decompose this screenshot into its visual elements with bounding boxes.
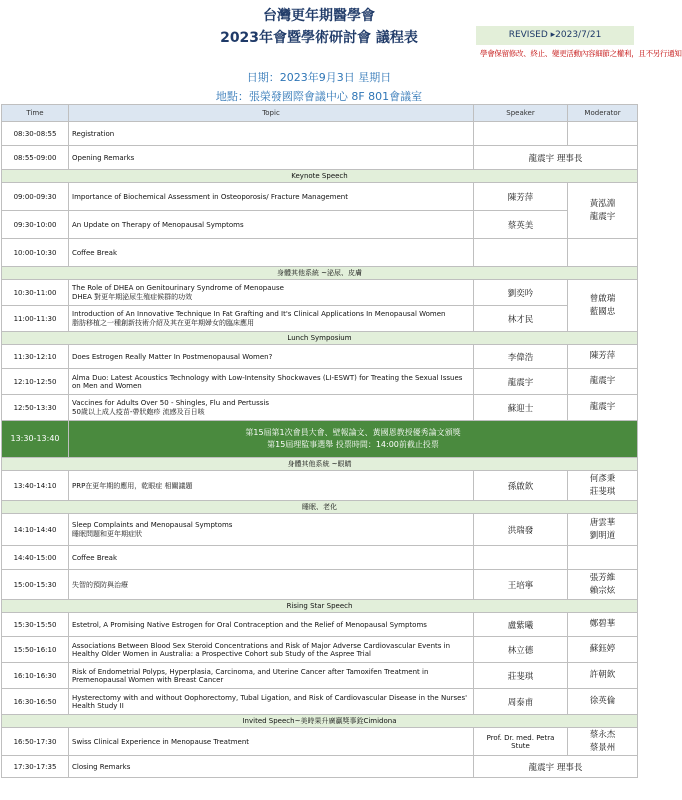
row-moderator: 鄭碧華 [568, 613, 638, 637]
table-row [2, 728, 638, 756]
event-date: 日期：2023年9月3日 星期日 [246, 71, 392, 84]
row-speaker: 周泰甫 [474, 689, 568, 715]
row-topic: Swiss Clinical Experience in Menopause Treatment [69, 728, 474, 756]
section-keynote: Keynote Speech [2, 170, 638, 183]
row-time: 12:50-13:30 [2, 395, 69, 421]
row-time: 14:10-14:40 [2, 514, 69, 546]
section-lunch: Lunch Symposium [2, 332, 638, 345]
section-row [2, 501, 638, 514]
row-speaker: Prof. Dr. med. Petra Stute [474, 728, 568, 756]
row-time: 11:30-12:10 [2, 345, 69, 369]
row-topic: Does Estrogen Really Matter In Postmenopausal Women? [69, 345, 474, 369]
table-row [2, 637, 638, 663]
row-speaker: 蔡英美 [474, 211, 568, 239]
event-title: 2023年會暨學術研討會 議程表 [220, 30, 418, 46]
row-speaker: 蘇迎士 [474, 395, 568, 421]
row-topic: 失智的預防與治療 [69, 570, 474, 600]
row-speaker: 盧紫曦 [474, 613, 568, 637]
row-speaker: 林立德 [474, 637, 568, 663]
row-moderator: 許朝欽 [568, 663, 638, 689]
row-time: 17:30-17:35 [2, 756, 69, 778]
row-topic: Closing Remarks [69, 756, 474, 778]
row-moderator: 張芳維 賴宗炫 [568, 570, 638, 600]
row-time: 08:55-09:00 [2, 146, 69, 170]
section-row [2, 458, 638, 471]
row-moderator: 蘇鈺婷 [568, 637, 638, 663]
row-topic: PRP在更年期的應用，乾眼症 相關議題 [69, 471, 474, 501]
section-body1: 身體其他系統 ~泌尿、皮膚 [2, 267, 638, 280]
assembly-text: 第15屆第1次會員大會、壁報論文、黃國恩教授優秀論文頒獎 第15屆理監事選舉 投票時間：14:00前截止投票 [69, 421, 638, 458]
row-speaker: 龍震宇 [474, 369, 568, 395]
row-topic: The Role of DHEA on Genitourinary Syndrome of Menopause DHEA 對更年期泌尿生殖症候群的功效 [69, 280, 474, 306]
row-topic: Sleep Complaints and Menopausal Symptoms 睡眠問題和更年期症狀 [69, 514, 474, 546]
row-moderator: 陳芳萍 [568, 345, 638, 369]
row-moderator: 徐英倫 [568, 689, 638, 715]
row-moderator: 何彥秉 莊斐琪 [568, 471, 638, 501]
table-row [2, 570, 638, 600]
row-time: 10:00-10:30 [2, 239, 69, 267]
row-time: 08:30-08:55 [2, 122, 69, 146]
row-moderator: 龍震宇 [568, 369, 638, 395]
table-row [2, 395, 638, 421]
row-speaker: 龍震宇 理事長 [474, 756, 638, 778]
row-topic: Hysterectomy with and without Oophorectomy, Tubal Ligation, and Risk of Cardiovascular Disease in the Nurses' Health Study II [69, 689, 474, 715]
assembly-row [2, 421, 638, 458]
row-topic: Associations Between Blood Sex Steroid Concentrations and Risk of Major Adverse Cardiovascular Events in Healthy Older Women in Australia: a Prospective Cohort sub Study of the Aspree Trial [69, 637, 474, 663]
row-speaker: 龍震宇 理事長 [474, 146, 638, 170]
row-speaker: 洪瑞發 [474, 514, 568, 546]
table-row [2, 306, 638, 332]
table-row [2, 514, 638, 546]
table-row [2, 613, 638, 637]
row-topic: Introduction of An Innovative Technique In Fat Grafting and It's Clinical Applications In Menopausal Women 脂肪移植之一種創新技術介紹及其在更年期婦女的臨床應用 [69, 306, 474, 332]
row-topic: Estetrol, A Promising Native Estrogen for Oral Contraception and the Relief of Menopausal Symptoms [69, 613, 474, 637]
row-moderator: 唐雲華 劉明道 [568, 514, 638, 546]
row-time: 09:00-09:30 [2, 183, 69, 211]
revised-badge: REVISED ▸2023/7/21 [476, 26, 634, 45]
row-speaker: 王培寧 [474, 570, 568, 600]
row-moderator: 龍震宇 [568, 395, 638, 421]
table-row [2, 345, 638, 369]
event-venue: 地點：張榮發國際會議中心 8F 801會議室 [215, 90, 423, 103]
col-topic-header: Topic [69, 105, 474, 122]
row-time: 16:30-16:50 [2, 689, 69, 715]
agenda-table [1, 104, 638, 778]
row-topic: Risk of Endometrial Polyps, Hyperplasia, Carcinoma, and Uterine Cancer after Tamoxifen Treatment in Premenopausal Women with Breast Cancer [69, 663, 474, 689]
section-row [2, 715, 638, 728]
table-row [2, 183, 638, 211]
table-row [2, 280, 638, 306]
row-topic: Coffee Break [69, 546, 474, 570]
org-title: 台灣更年期醫學會 [263, 8, 375, 24]
notice-text: 學會保留修改、終止、變更活動內容細節之權利，且不另行通知 [480, 49, 682, 58]
section-row [2, 170, 638, 183]
row-moderator: 黃泓淵 龍震宇 [568, 183, 638, 239]
row-time: 11:00-11:30 [2, 306, 69, 332]
section-body2: 身體其他系統 ~眼睛 [2, 458, 638, 471]
row-speaker: 陳芳萍 [474, 183, 568, 211]
table-row [2, 146, 638, 170]
row-topic: Opening Remarks [69, 146, 474, 170]
row-time: 13:40-14:10 [2, 471, 69, 501]
row-topic: An Update on Therapy of Menopausal Symptoms [69, 211, 474, 239]
table-row [2, 756, 638, 778]
row-time: 15:30-15:50 [2, 613, 69, 637]
table-row [2, 689, 638, 715]
row-time: 14:40-15:00 [2, 546, 69, 570]
table-header-row [2, 105, 638, 122]
row-speaker: 莊斐琪 [474, 663, 568, 689]
row-speaker: 林才民 [474, 306, 568, 332]
row-topic: Coffee Break [69, 239, 474, 267]
row-time: 09:30-10:00 [2, 211, 69, 239]
row-time: 15:00-15:30 [2, 570, 69, 600]
row-time: 15:50-16:10 [2, 637, 69, 663]
section-row [2, 267, 638, 280]
section-row [2, 332, 638, 345]
table-row [2, 122, 638, 146]
col-moderator-header: Moderator [568, 105, 638, 122]
section-invited: Invited Speech~美時果升廣贏獎事銓Cimidona [2, 715, 638, 728]
row-speaker: 李偉浩 [474, 345, 568, 369]
table-row [2, 471, 638, 501]
row-speaker: 孫啟欽 [474, 471, 568, 501]
col-speaker-header: Speaker [474, 105, 568, 122]
row-moderator: 曾啟瑞 藍國忠 [568, 280, 638, 332]
row-time: 16:50-17:30 [2, 728, 69, 756]
header [0, 0, 682, 103]
table-row [2, 211, 638, 239]
row-time: 13:30-13:40 [2, 421, 69, 458]
row-time: 10:30-11:00 [2, 280, 69, 306]
row-topic: Importance of Biochemical Assessment in Osteoporosis/ Fracture Management [69, 183, 474, 211]
col-time-header: Time [2, 105, 69, 122]
row-topic: Alma Duo: Latest Acoustics Technology with Low-Intensity Shockwaves (LI-ESWT) for Treating the Sexual Issues on Men and Women [69, 369, 474, 395]
table-row [2, 663, 638, 689]
row-time: 16:10-16:30 [2, 663, 69, 689]
section-rising: Rising Star Speech [2, 600, 638, 613]
section-sleep: 睡眠、老化 [2, 501, 638, 514]
table-row [2, 239, 638, 267]
row-moderator: 蔡永杰 蔡景州 [568, 728, 638, 756]
row-topic: Vaccines for Adults Over 50 - Shingles, Flu and Pertussis 50歲以上成人疫苗-帶狀皰疹 流感及百日咳 [69, 395, 474, 421]
row-time: 12:10-12:50 [2, 369, 69, 395]
section-row [2, 600, 638, 613]
table-row [2, 369, 638, 395]
row-topic: Registration [69, 122, 474, 146]
row-speaker: 劉奕吟 [474, 280, 568, 306]
table-row [2, 546, 638, 570]
